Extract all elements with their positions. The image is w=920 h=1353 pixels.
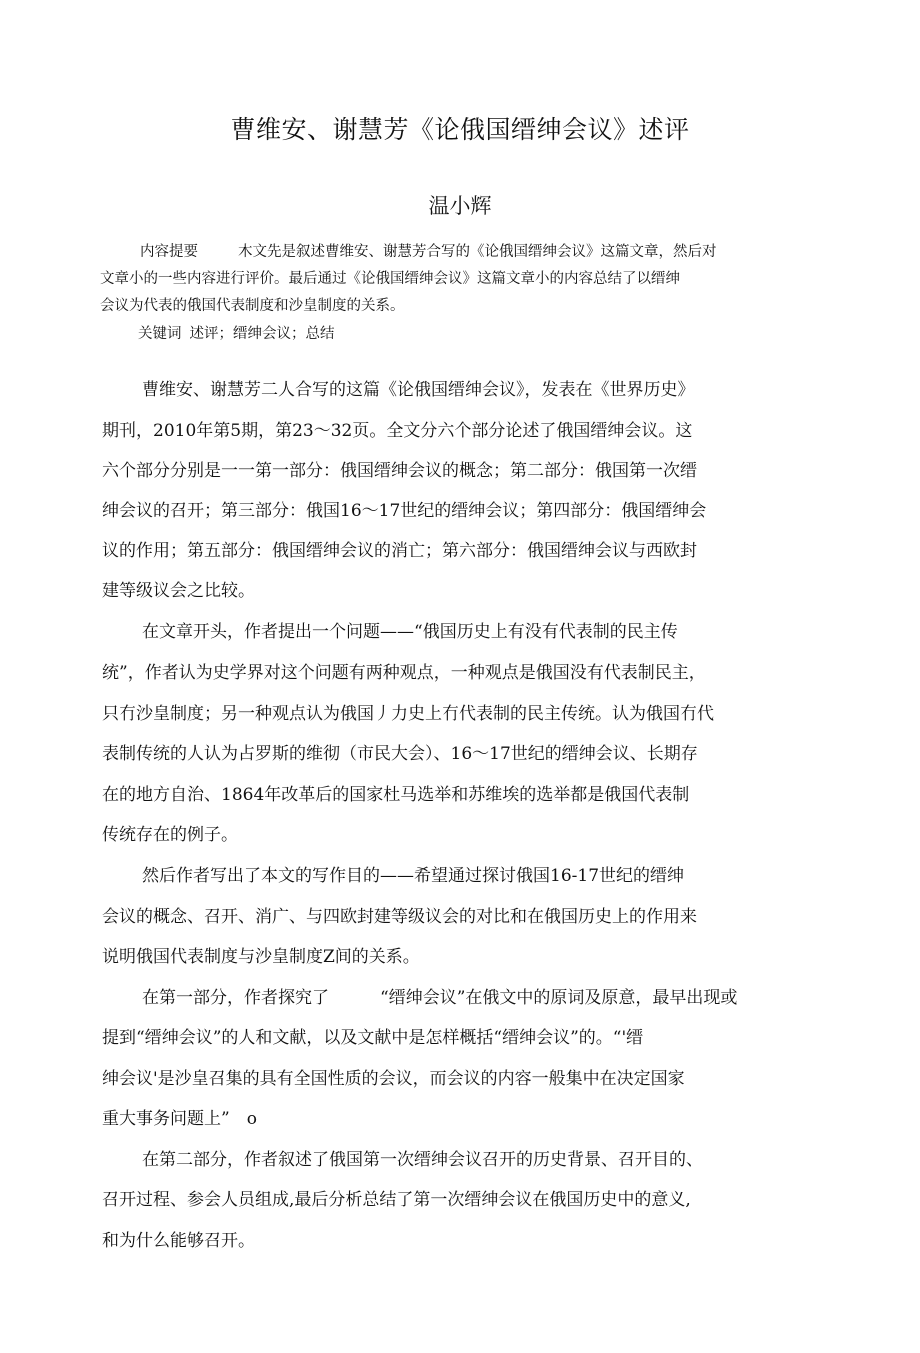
body-line: 曹维安、谢慧芳二人合写的这篇《论俄国缙绅会议》，发表在《世界历史》 (142, 380, 695, 400)
body-line: 召开过程、参会人员组成,最后分析总结了第一次缙绅会议在俄国历史中的意义, (102, 1190, 691, 1210)
author-name: 温小辉 (428, 194, 492, 218)
abstract-label: 内容提要 (140, 244, 198, 260)
body-line: 议的作用；第五部分：俄国缙绅会议的消亡；第六部分：俄国缙绅会议与西欧封 (102, 541, 697, 561)
abstract-line: 会议为代表的俄国代表制度和沙皇制度的关系。 (100, 298, 405, 314)
body-line: 六个部分分别是一一第一部分：俄国缙绅会议的概念；第二部分：俄国第一次缙 (102, 461, 697, 481)
body-line: 统”，作者认为史学界对这个问题有两种观点，一种观点是俄国没有代表制民主， (102, 663, 706, 683)
body-line: 提到“缙绅会议”的人和文献，以及文献中是怎样概括“缙绅会议”的。“'缙 (102, 1028, 644, 1048)
body-line: 在文章开头，作者提出一个问题——“俄国历史上有没有代表制的民主传 (142, 622, 678, 642)
abstract-line: 内容提要 木文先是叙述曹维安、谢慧芳合写的《论俄国缙绅会议》这篇文章，然后对 (140, 241, 870, 263)
body-line: 绅会议的召开；第三部分：俄国16～17世纪的缙绅会议；第四部分：俄国缙绅会 (102, 501, 707, 521)
abstract-line: 文章小的一些内容进行评价。最后通过《论俄国缙绅会议》这篇文章小的内容总结了以缙绅 (100, 271, 680, 287)
body-line: 绅会议'是沙皇召集的具有全国性质的会议，而会议的内容一般集中在决定国家 (102, 1069, 685, 1089)
keywords-text: 述评；缙绅会议；总结 (189, 326, 335, 342)
body-line: 传统存在的例子。 (102, 825, 238, 845)
body-line: 然后作者写出了本文的写作目的——希望通过探讨俄国16-17世纪的缙绅 (142, 866, 685, 886)
body-line: 只冇沙皇制度；另一种观点认为俄国丿力史上冇代表制的民主传统。认为俄国冇代 (102, 704, 714, 724)
body-line: 在第一部分，作者探究了 “缙绅会议”在俄文中的原词及原意，最早出现或 (142, 988, 738, 1008)
document-title: 曹维安、谢慧芳《论俄国缙绅会议》述评 (230, 115, 690, 144)
body-line: 在的地方自治、1864年改革后的国家杜马选举和苏维埃的选举都是俄国代表制 (102, 785, 690, 805)
body-line: 建等级议会之比较。 (102, 581, 255, 601)
body-line: 表制传统的人认为占罗斯的维彻（市民大会）、16～17世纪的缙绅会议、长期存 (102, 744, 698, 764)
body-line: 会议的概念、召开、消广、与四欧封建等级议会的对比和在俄国历史上的作用来 (102, 907, 697, 927)
body-line: 期刊，2010年第5期，第23～32页。全文分六个部分论述了俄国缙绅会议。这 (102, 421, 693, 441)
keywords-label: 关键词 (138, 326, 182, 342)
body-line: 在第二部分，作者叙述了俄国第一次缙绅会议召开的历史背景、召开目的、 (142, 1150, 703, 1170)
keywords-line (138, 323, 868, 345)
body-line: 重大事务问题上” o (102, 1109, 257, 1129)
body-line: 说明俄国代表制度与沙皇制度Z间的关系。 (102, 947, 420, 967)
body-line: 和为什么能够召开。 (102, 1231, 255, 1251)
